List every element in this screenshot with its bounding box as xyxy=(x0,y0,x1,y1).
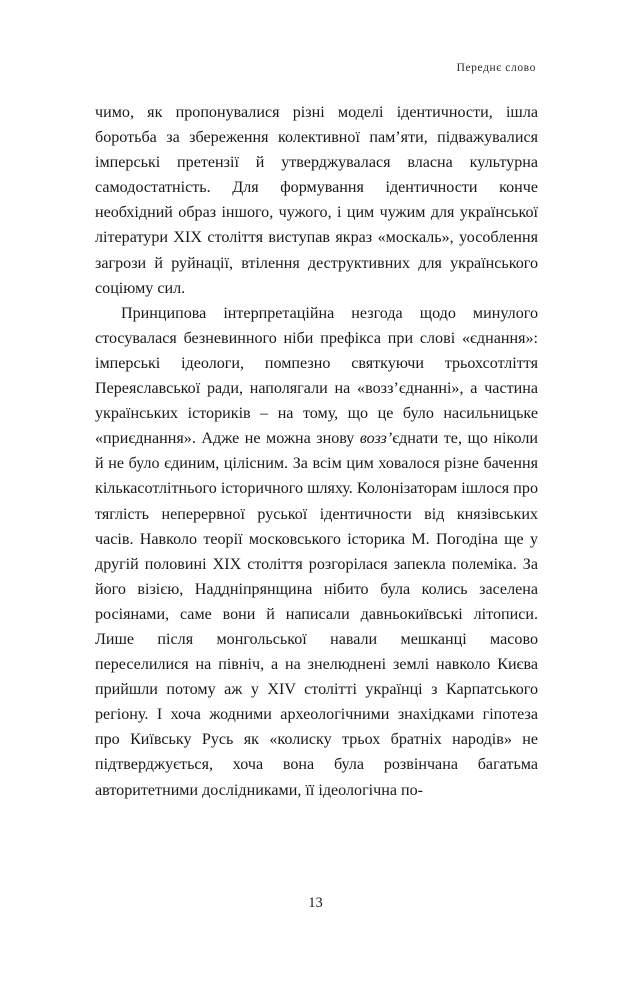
paragraph-1: чимо, як пропонувалися різні моделі ідентичности, ішла боротьба за збереження колективної пам’яти, підважувалися імперські претензії й утверджувалася власна культурна самодостатність. Для формування ідентичности конче необхідний образ іншого, чужого, і цим чужим для української літератури XIX століття виступав якраз «москаль», уособлення загрози й руйнації, втілення деструктивних для українського соціюму сил. xyxy=(95,104,538,297)
paragraph-2-emphasis: возз’ xyxy=(359,430,393,448)
body-text xyxy=(95,100,538,803)
paragraph-2 xyxy=(95,301,538,803)
running-head: Переднє слово xyxy=(456,62,536,74)
page-number: 13 xyxy=(308,895,323,911)
paragraph-2-part-1: Принципова інтерпретаційна незгода щодо минулого стосувалася безневинного ніби префікса при слові «єднання»: імперські ідеологи, помпезно святкуючи трьохсотліття Переяславської ради, наполягали на «возз’єднанні», а частина українських істориків – на тому, що це було насильницьке «приєднання». Адже не можна знову xyxy=(95,304,538,448)
paragraph-2-part-2: єднати те, що ніколи й не було єдиним, цілісним. За всім цим ховалося різне бачення кількасотлітнього історичного шляху. Колонізаторам ішлося про тяглість неперервної руської ідентичности від князівських часів. Навколо теорії московського історика М. Погодіна ще у другій половині XIX століття розгорілася запекла полеміка. За його візією, Наддніпрянщина нібито була колись заселена росіянами, саме вони й написали давньокиївські літописи. Лише після монгольської навали мешканці масово переселилися на північ, а на знелюднені землі навколо Києва прийшли потому аж у XIV столітті українці з Карпатського регіону. І хоча жодними археологічними знахідками гіпотеза про Київську Русь як «колиску трьох братніх народів» не підтверджується, хоча вона була розвінчана багатьма авторитетними дослідниками, її ідеологічна по- xyxy=(95,430,539,799)
